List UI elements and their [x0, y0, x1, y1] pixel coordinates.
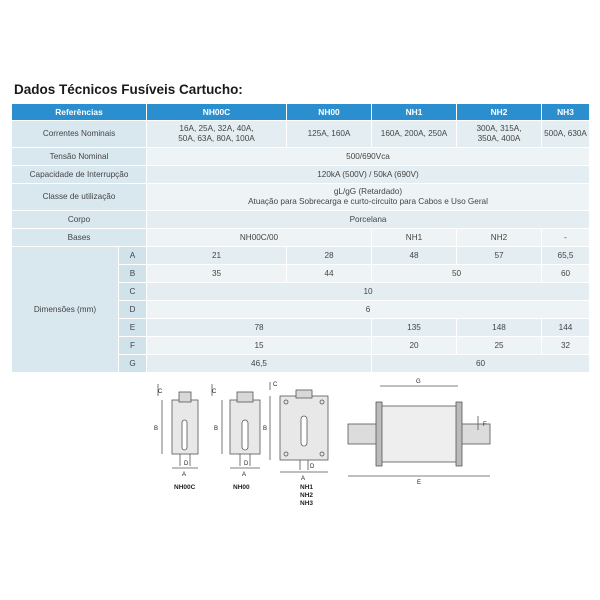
nh1-drawing	[270, 382, 328, 472]
row-label: Classe de utilização	[12, 184, 147, 211]
header-cell: NH00C	[147, 104, 287, 121]
dim-label-a: A	[242, 472, 247, 478]
table-cell: NH2	[457, 229, 542, 247]
dimension-key: D	[119, 301, 147, 319]
fuse-drawings-svg	[140, 372, 500, 522]
caption-nh2: NH2	[300, 492, 314, 499]
header-cell: NH00	[287, 104, 372, 121]
dimension-key: A	[119, 247, 147, 265]
header-cell: NH2	[457, 104, 542, 121]
dim-label-a: A	[182, 472, 187, 478]
row-label: Capacidade de Interrupção	[12, 166, 147, 184]
header-cell: NH3	[542, 104, 590, 121]
table-row	[12, 184, 590, 211]
dim-label-c: C	[273, 382, 278, 388]
table-cell	[147, 184, 590, 211]
row-label: Dimensões (mm)	[12, 247, 119, 373]
table-row	[12, 148, 590, 166]
page-title: Dados Técnicos Fusíveis Cartucho:	[14, 82, 243, 97]
table-cell: 148	[457, 319, 542, 337]
table-row	[12, 211, 590, 229]
fuse-drawings	[140, 372, 500, 522]
dimension-key: F	[119, 337, 147, 355]
table-cell: -	[542, 229, 590, 247]
dimension-key: G	[119, 355, 147, 373]
caption-nh00c: NH00C	[174, 484, 196, 491]
table-cell: 21	[147, 247, 287, 265]
table-cell: 65,5	[542, 247, 590, 265]
table-cell: 160A, 200A, 250A	[372, 121, 457, 148]
table-cell: 60	[542, 265, 590, 283]
header-cell: Referências	[12, 104, 147, 121]
dim-label-b: B	[214, 426, 219, 432]
dimension-key: B	[119, 265, 147, 283]
dimension-key: E	[119, 319, 147, 337]
table-row	[12, 166, 590, 184]
row-label: Bases	[12, 229, 147, 247]
dim-label-b: B	[263, 426, 268, 432]
table-cell: 10	[147, 283, 590, 301]
dim-label-e: E	[417, 480, 422, 486]
caption-nh1: NH1	[300, 484, 314, 491]
dim-label-f: F	[483, 422, 487, 428]
table-row	[12, 229, 590, 247]
row-label: Corpo	[12, 211, 147, 229]
table-cell: 125A, 160A	[287, 121, 372, 148]
dim-label-b: B	[154, 426, 159, 432]
table-cell: 50	[372, 265, 542, 283]
table-cell: 25	[457, 337, 542, 355]
table-cell: 32	[542, 337, 590, 355]
caption-nh00: NH00	[233, 484, 250, 491]
spec-table	[11, 103, 590, 373]
table-cell: 500/690Vca	[147, 148, 590, 166]
table-cell: Porcelana	[147, 211, 590, 229]
table-cell: 60	[372, 355, 590, 373]
classe-line-1: gL/gG (Retardado)	[333, 187, 403, 196]
row-label: Correntes Nominais	[12, 121, 147, 148]
dim-label-d: D	[244, 461, 249, 467]
table-cell: 15	[147, 337, 372, 355]
nh00-drawing	[212, 384, 260, 468]
table-cell: NH1	[372, 229, 457, 247]
dim-label-g: G	[416, 379, 421, 385]
dim-label-d: D	[310, 464, 315, 470]
table-row	[12, 121, 590, 148]
dimension-key: C	[119, 283, 147, 301]
table-row	[12, 247, 590, 265]
dim-label-c: C	[158, 389, 163, 395]
table-cell: 144	[542, 319, 590, 337]
table-cell: 120kA (500V) / 50kA (690V)	[147, 166, 590, 184]
dim-label-c: C	[212, 389, 217, 395]
table-cell: 48	[372, 247, 457, 265]
table-cell: 57	[457, 247, 542, 265]
table-cell: 35	[147, 265, 287, 283]
dim-label-a: A	[301, 476, 306, 482]
dim-label-d: D	[184, 461, 189, 467]
caption-nh3: NH3	[300, 500, 314, 507]
table-cell: 500A, 630A	[542, 121, 590, 148]
side-view-drawing	[348, 386, 490, 476]
table-cell: 300A, 315A, 350A, 400A	[457, 121, 542, 148]
nh00c-drawing	[158, 384, 198, 468]
table-cell: 46,5	[147, 355, 372, 373]
table-cell: NH00C/00	[147, 229, 372, 247]
table-cell: 16A, 25A, 32A, 40A, 50A, 63A, 80A, 100A	[147, 121, 287, 148]
table-cell: 20	[372, 337, 457, 355]
classe-line-2: Atuação para Sobrecarga e curto-circuito para Cabos e Uso Geral	[248, 197, 488, 206]
table-header-row	[12, 104, 590, 121]
table-cell: 44	[287, 265, 372, 283]
table-cell: 78	[147, 319, 372, 337]
table-cell: 135	[372, 319, 457, 337]
table-cell: 28	[287, 247, 372, 265]
table-cell: 6	[147, 301, 590, 319]
header-cell: NH1	[372, 104, 457, 121]
row-label: Tensão Nominal	[12, 148, 147, 166]
